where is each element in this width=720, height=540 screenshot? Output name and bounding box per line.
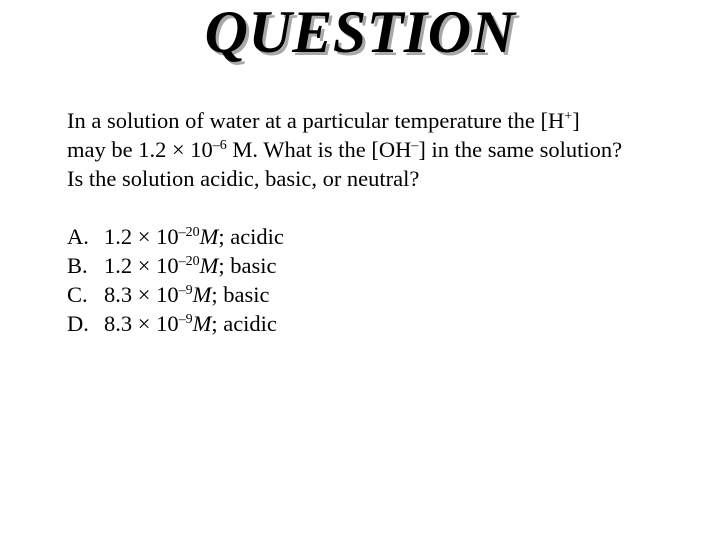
- option-letter: C.: [67, 282, 88, 307]
- option-letter: A.: [67, 224, 89, 249]
- option-exponent: –20: [178, 254, 200, 269]
- option-base: 8.3 × 10: [104, 282, 179, 307]
- option-unit: M: [199, 253, 219, 278]
- question-line-2-end: ] in the same solution?: [418, 137, 623, 162]
- option-unit: M: [192, 311, 212, 336]
- question-line-2-value: may be 1.2 × 10: [67, 137, 213, 162]
- option-answer: ; basic: [211, 282, 270, 307]
- option-value: [104, 309, 277, 338]
- option-base: 8.3 × 10: [104, 311, 179, 336]
- option-unit: M: [192, 282, 212, 307]
- option-unit: M: [199, 224, 219, 249]
- option-b[interactable]: [67, 251, 284, 280]
- option-a[interactable]: [67, 222, 284, 251]
- option-value: [104, 280, 269, 309]
- question-line-2: [67, 135, 707, 164]
- option-answer: ; acidic: [218, 224, 284, 249]
- option-value: [104, 251, 276, 280]
- option-base: 1.2 × 10: [104, 253, 179, 278]
- option-base: 1.2 × 10: [104, 224, 179, 249]
- option-answer: ; acidic: [211, 311, 277, 336]
- slide-title: QUESTION: [204, 0, 516, 65]
- question-line-1-text: In a solution of water at a particular temperature the [H: [67, 108, 565, 133]
- option-d[interactable]: [67, 309, 284, 338]
- question-text: [67, 106, 707, 193]
- option-answer: ; basic: [218, 253, 277, 278]
- question-line-1: [67, 106, 707, 135]
- option-exponent: –9: [178, 283, 193, 298]
- option-exponent: –20: [178, 225, 200, 240]
- answer-options: [67, 222, 284, 338]
- question-line-1-close: ]: [572, 108, 580, 133]
- option-letter: D.: [67, 311, 89, 336]
- question-line-2-text: M. What is the [OH: [226, 137, 412, 162]
- question-line-3: Is the solution acidic, basic, or neutral?: [67, 166, 420, 191]
- concentration-exponent: –6: [212, 138, 227, 153]
- option-c[interactable]: [67, 280, 284, 309]
- option-value: [104, 222, 284, 251]
- option-exponent: –9: [178, 312, 193, 327]
- h-plus-charge: +: [564, 109, 573, 124]
- option-letter: B.: [67, 253, 88, 278]
- oh-minus-charge: –: [411, 138, 419, 153]
